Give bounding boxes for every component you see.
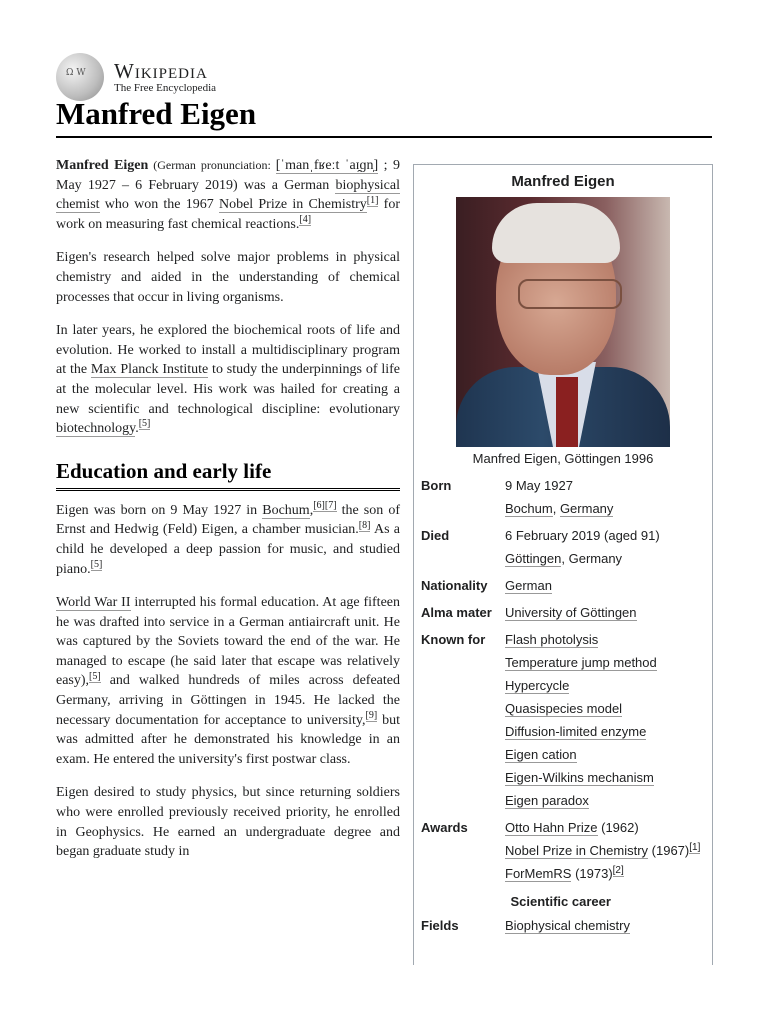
citation-link[interactable]: [7] — [324, 500, 337, 512]
text: for work on measuring fast chemical reactions. — [56, 197, 401, 232]
title-divider — [56, 136, 712, 138]
wiki-link[interactable]: German — [505, 578, 552, 593]
infobox-subheading: Scientific career — [510, 894, 611, 909]
wikipedia-globe-icon — [56, 53, 104, 101]
infobox-row — [421, 816, 700, 889]
infobox-label: Awards — [421, 820, 468, 835]
infobox-row — [421, 524, 700, 574]
citation — [359, 520, 371, 532]
infobox-label: Alma mater — [421, 605, 492, 620]
image-caption: Manfred Eigen, Göttingen 1996 — [472, 451, 654, 466]
wiki-link[interactable]: Quasispecies model — [505, 701, 623, 716]
citation — [299, 214, 311, 226]
text: Eigen desired to study physics, but since returning soldiers who were enrolled previously received priority, he enrolled in Geophysics. He earned an undergraduate degree and began graduate study in — [56, 785, 400, 860]
wiki-link[interactable]: Göttingen — [505, 551, 562, 566]
infobox-value — [505, 914, 700, 941]
text: Eigen was born on 9 May 1927 in — [56, 502, 263, 518]
text: 9 May 1927 — [505, 478, 573, 493]
wiki-link[interactable]: [ˈmanˌfʁeːt ˈaɪ̯ɡn̩] — [275, 158, 379, 173]
citation-link[interactable]: [8] — [358, 519, 371, 531]
section-heading: Education and early life — [56, 459, 400, 491]
text: the son of Ernst and Hedwig (Feld) Eigen, a chamber musician. — [56, 502, 400, 538]
wikipedia-logo[interactable] — [56, 53, 216, 101]
citation — [366, 710, 378, 722]
logo-title: Wikipedia — [114, 58, 208, 83]
wiki-link[interactable]: ForMemRS — [505, 866, 572, 881]
citation — [89, 671, 101, 683]
wiki-link[interactable]: Nobel Prize in Chemistry — [505, 843, 649, 858]
paragraph — [56, 593, 400, 769]
wiki-link[interactable]: Flash photolysis — [505, 632, 599, 647]
infobox-value — [505, 574, 700, 601]
infobox-label: Died — [421, 528, 450, 543]
infobox-label: Fields — [421, 918, 459, 933]
text: interrupted his formal education. At age fifteen he was drafted into service in a German antiaircraft unit. He was captured by the Soviets toward the end of the war. He managed to escape (he said later that escape was relatively easy), — [56, 595, 401, 689]
education-section — [56, 501, 400, 862]
infobox-row — [421, 601, 700, 628]
wiki-link[interactable]: Hypercycle — [505, 678, 570, 693]
infobox-table — [421, 474, 700, 941]
article-body — [56, 156, 400, 876]
citation — [313, 500, 325, 512]
text: (German pronunciation: — [148, 158, 276, 172]
text: but was admitted after he demonstrated his knowledge in an exam. He entered the university's first postwar class. — [56, 712, 400, 767]
citation — [139, 418, 151, 430]
intro-section — [56, 156, 400, 439]
paragraph — [56, 501, 400, 579]
citation — [367, 195, 379, 207]
text: (1973) — [571, 866, 613, 881]
wiki-link[interactable]: biophysical chemist — [56, 177, 400, 213]
paragraph — [56, 321, 400, 439]
citation-link[interactable]: [1] — [689, 841, 701, 853]
infobox-title: Manfred Eigen — [511, 173, 615, 190]
text: to study the underpinnings of life at the molecular level. His work was hailed for creating a new scientific and technological discipline: evolutionary — [56, 362, 400, 417]
wiki-link[interactable]: University of Göttingen — [505, 605, 637, 620]
page-title: Manfred Eigen — [56, 96, 257, 131]
wiki-link[interactable]: Eigen-Wilkins mechanism — [505, 770, 654, 785]
infobox-value — [505, 601, 700, 628]
paragraph — [56, 156, 400, 234]
wiki-link[interactable]: Otto Hahn Prize — [505, 820, 598, 835]
wiki-link[interactable]: Eigen cation — [505, 747, 577, 762]
wiki-link[interactable]: Bochum — [505, 501, 553, 516]
infobox-value — [505, 524, 700, 574]
text: In later years, he explored the biochemical roots of life and evolution. He worked to install a multidisciplinary program at the — [56, 323, 400, 378]
citation-link[interactable]: [5] — [138, 418, 151, 430]
text: . — [135, 421, 139, 437]
citation-link[interactable]: [2] — [612, 864, 624, 876]
wiki-link[interactable]: Bochum — [262, 502, 310, 518]
infobox-row — [421, 574, 700, 601]
infobox-value — [505, 474, 700, 524]
infobox-row — [421, 628, 700, 816]
infobox — [413, 164, 713, 965]
wiki-link[interactable]: Germany — [559, 501, 614, 516]
logo-subtitle: The Free Encyclopedia — [114, 81, 217, 94]
bold-text: Manfred Eigen — [56, 158, 149, 173]
text: (1962) — [597, 820, 639, 835]
infobox-row — [421, 474, 700, 524]
citation-link[interactable]: [1] — [366, 194, 379, 206]
text: , Germany — [561, 551, 623, 566]
infobox-label: Known for — [421, 632, 486, 647]
wiki-link[interactable]: Eigen paradox — [505, 793, 589, 808]
citation-link[interactable]: [5] — [89, 670, 101, 682]
infobox-value — [505, 628, 700, 816]
infobox-label: Nationality — [421, 578, 488, 593]
text: , — [309, 502, 314, 518]
citation-link[interactable]: [9] — [365, 710, 378, 721]
citation-link[interactable]: [5] — [90, 558, 103, 570]
text: and walked hundreds of miles across defeated Germany, arriving in Göttingen in 1945. He lacked the necessary documentation for acceptance to university, — [56, 673, 400, 728]
text: 6 February 2019 (aged 91) — [505, 528, 660, 543]
citation — [689, 842, 700, 854]
wiki-link[interactable]: Diffusion-limited enzyme — [505, 724, 647, 739]
text: who won the 1967 — [99, 197, 219, 213]
text: , — [552, 501, 560, 516]
citation-link[interactable]: [4] — [299, 214, 312, 226]
wiki-link[interactable]: Temperature jump method — [505, 655, 657, 670]
paragraph — [56, 248, 400, 307]
citation — [613, 865, 624, 877]
infobox-row — [421, 914, 700, 941]
citation — [325, 500, 337, 512]
text: As a child he developed a deep passion for music, and studied piano. — [56, 522, 401, 577]
wiki-link[interactable]: Max Planck Institute — [90, 362, 209, 378]
text: ; 9 May 1927 – 6 February 2019) was a German — [56, 158, 400, 193]
citation — [91, 559, 103, 571]
infobox-label: Born — [421, 478, 452, 493]
wiki-link[interactable]: biotechnology — [56, 421, 136, 437]
wiki-link[interactable]: World War II — [56, 595, 131, 611]
paragraph — [56, 783, 400, 861]
portrait-image[interactable] — [456, 197, 670, 447]
text: (1967) — [648, 843, 690, 858]
citation-link[interactable]: [6] — [313, 500, 325, 512]
wiki-link[interactable]: Nobel Prize in Chemistry — [218, 197, 367, 213]
text: Eigen's research helped solve major problems in physical chemistry and aided in the understanding of chemical processes that occur in living organisms. — [56, 250, 400, 305]
infobox-value — [505, 816, 700, 889]
wiki-link[interactable]: Biophysical chemistry — [505, 918, 630, 933]
